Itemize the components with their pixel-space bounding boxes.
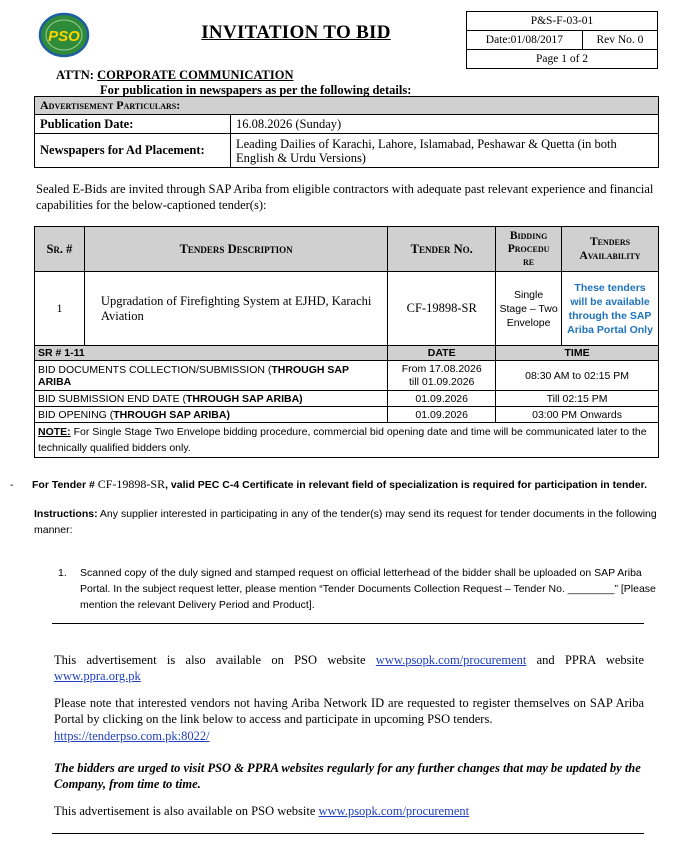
col-procedure bbox=[496, 227, 562, 272]
row-sr: 1 bbox=[35, 272, 85, 346]
pec-dash: - bbox=[10, 479, 14, 491]
row-desc: Upgradation of Firefighting System at EJHD, Karachi Aviation bbox=[84, 272, 387, 346]
schedule-date: 01.09.2026 bbox=[388, 391, 496, 407]
schedule-date: 01.09.2026 bbox=[388, 407, 496, 423]
footer-urge-note: The bidders are urged to visit PSO & PPRA websites regularly for any further changes that may be updated by the Company, from time to time. bbox=[54, 761, 641, 791]
divider bbox=[52, 833, 644, 834]
logo-text: PSO bbox=[48, 28, 80, 45]
footer-p4-text: This advertisement is also available on PSO website bbox=[54, 804, 319, 818]
newspapers-label: Newspapers for Ad Placement: bbox=[35, 134, 231, 168]
ad-particulars-table bbox=[34, 96, 659, 168]
schedule-date-2: till 01.09.2026 bbox=[409, 375, 475, 388]
footer-availability-2 bbox=[54, 804, 469, 819]
list-item-number: 1. bbox=[58, 567, 67, 579]
schedule-date bbox=[388, 361, 496, 391]
col-availability: Tenders Availability bbox=[562, 227, 659, 272]
newspapers-value: Leading Dailies of Karachi, Lahore, Islamabad, Peshawar & Quetta (in both English & Urdu Versions) bbox=[231, 134, 659, 168]
attn-recipient: CORPORATE COMMUNICATION bbox=[97, 68, 294, 82]
instructions-text: Any supplier interested in participating in any of the tender(s) may send its request for tender documents in the following manner: bbox=[34, 508, 657, 536]
pec-tender-no: CF-19898-SR bbox=[97, 477, 166, 491]
psopk-procurement-link[interactable]: www.psopk.com/procurement bbox=[375, 653, 527, 667]
note-text: For Single Stage Two Envelope bidding procedure, commercial bid opening date and time will be communicated later to the technically qualified bidders only. bbox=[38, 426, 647, 454]
col-desc: Tenders Description bbox=[84, 227, 387, 272]
intro-paragraph: Sealed E-Bids are invited through SAP Ariba from eligible contractors with adequate past relevant experience and financial capabilities for the below-captioned tender(s): bbox=[36, 182, 654, 212]
ppra-link[interactable]: www.ppra.org.pk bbox=[54, 669, 141, 683]
schedule-label-a: BID OPENING ( bbox=[38, 408, 114, 421]
footer-p1-text-a: This advertisement is also available on PSO website bbox=[54, 653, 376, 667]
schedule-row bbox=[35, 407, 659, 423]
tenderpso-link[interactable]: https://tenderpso.com.pk:8022/ bbox=[54, 729, 210, 743]
schedule-time: 03:00 PM Onwards bbox=[496, 407, 659, 423]
pec-suffix: , valid PEC C-4 Certificate in relevant field of specialization is required for participation in tender. bbox=[165, 479, 648, 491]
schedule-label-b: THROUGH SAP ARIBA) bbox=[113, 408, 230, 421]
footer-p1-text-b: and PPRA website bbox=[526, 653, 644, 667]
schedule-label bbox=[35, 391, 388, 407]
doc-date: Date:01/08/2017 bbox=[467, 31, 583, 50]
row-availability: These tenders will be available through the SAP Ariba Portal Only bbox=[562, 272, 659, 346]
row-tender-no: CF-19898-SR bbox=[388, 272, 496, 346]
note-cell bbox=[35, 423, 659, 458]
col-procedure-3: re bbox=[523, 255, 535, 268]
attn-line bbox=[56, 68, 294, 83]
instructions-label: Instructions: bbox=[34, 508, 98, 520]
note-label: NOTE: bbox=[38, 426, 71, 438]
attn-subtitle: For publication in newspapers as per the following details: bbox=[100, 83, 412, 97]
schedule-time-header: TIME bbox=[496, 346, 659, 361]
schedule-date-1: From 17.08.2026 bbox=[401, 362, 482, 375]
footer-link-wrap bbox=[54, 729, 210, 744]
pec-requirement bbox=[10, 477, 660, 492]
document-info-box bbox=[466, 11, 658, 69]
doc-rev: Rev No. 0 bbox=[582, 31, 657, 50]
table-row bbox=[35, 272, 659, 346]
schedule-label bbox=[35, 407, 388, 423]
ad-header: Advertisement Particulars: bbox=[35, 97, 659, 115]
list-item-text: Scanned copy of the duly signed and stamped request on official letterhead of the bidder shall be uploaded on SAP Ariba Portal. In the subject request letter, please mention “Tender Documents Collection Request – Tender No. ________” [Please mention the relevant Delivery Period and Product]. bbox=[80, 567, 656, 611]
divider bbox=[52, 623, 644, 624]
instructions-paragraph bbox=[34, 506, 659, 538]
attn-label: ATTN: bbox=[56, 68, 94, 82]
pub-date-label: Publication Date: bbox=[35, 115, 231, 134]
pso-logo bbox=[38, 12, 90, 58]
col-procedure-1: Bidding bbox=[509, 229, 548, 242]
pub-date-value: 16.08.2026 (Sunday) bbox=[231, 115, 659, 134]
doc-page: Page 1 of 2 bbox=[467, 50, 658, 69]
row-procedure: Single Stage – Two Envelope bbox=[496, 272, 562, 346]
document-title: INVITATION TO BID bbox=[201, 22, 391, 43]
tender-table bbox=[34, 226, 659, 458]
schedule-row bbox=[35, 391, 659, 407]
list-item bbox=[58, 565, 658, 613]
schedule-label-b: THROUGH SAP ARIBA) bbox=[186, 392, 303, 405]
schedule-label bbox=[35, 361, 388, 391]
schedule-sr-header: SR # 1-11 bbox=[35, 346, 388, 361]
schedule-time: Till 02:15 PM bbox=[496, 391, 659, 407]
schedule-label-a: BID SUBMISSION END DATE ( bbox=[38, 392, 186, 405]
schedule-time: 08:30 AM to 02:15 PM bbox=[496, 361, 659, 391]
schedule-date-header: DATE bbox=[388, 346, 496, 361]
doc-ref: P&S-F-03-01 bbox=[467, 12, 658, 31]
footer-ariba-note: Please note that interested vendors not having Ariba Network ID are requested to register themselves on SAP Ariba Portal by clicking on the link below to access and participate in upcoming PSO tenders. bbox=[54, 696, 644, 726]
schedule-row bbox=[35, 361, 659, 391]
schedule-label-a: BID DOCUMENTS COLLECTION/SUBMISSION ( bbox=[38, 363, 272, 376]
col-tender-no: Tender No. bbox=[388, 227, 496, 272]
footer-availability bbox=[54, 652, 644, 684]
col-sr: Sr. # bbox=[35, 227, 85, 272]
pec-prefix: For Tender # bbox=[32, 479, 98, 491]
schedule-label-b: THROUGH SAP ARIBA bbox=[38, 363, 349, 388]
psopk-procurement-link-2[interactable]: www.psopk.com/procurement bbox=[318, 804, 470, 818]
col-procedure-2: Procedu bbox=[507, 242, 550, 255]
